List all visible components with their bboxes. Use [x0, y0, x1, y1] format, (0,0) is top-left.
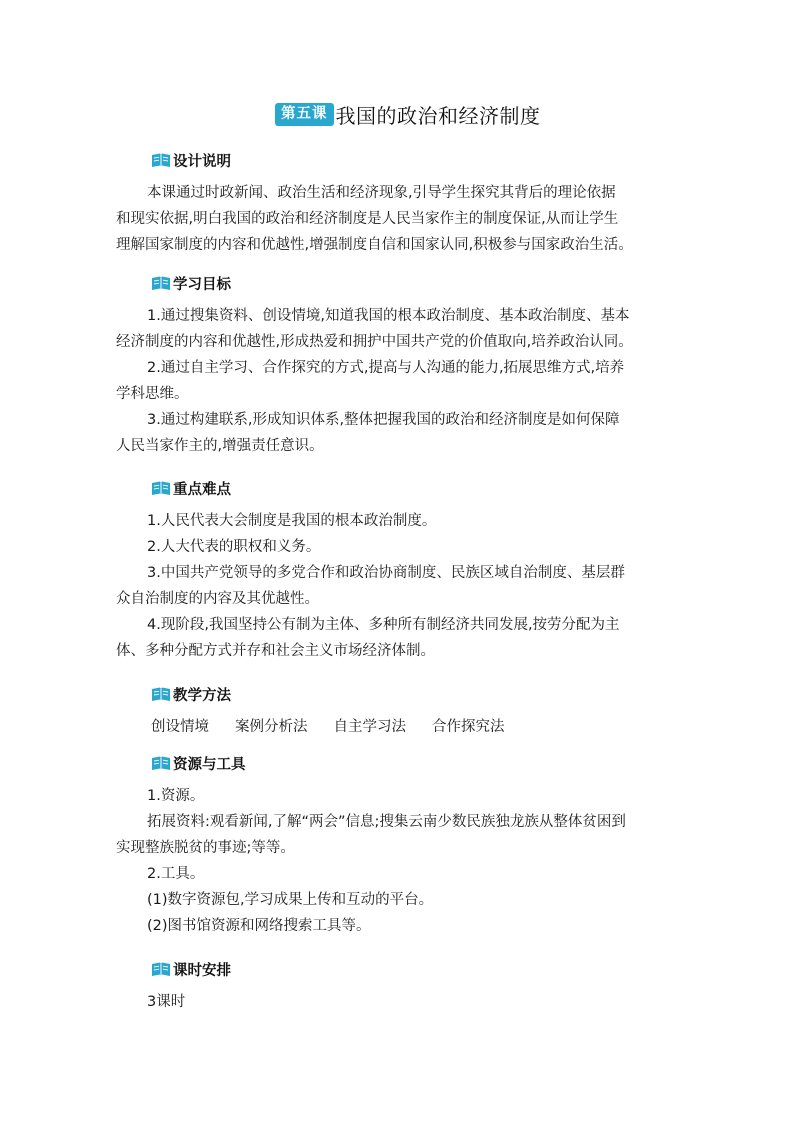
methods-list: [151, 714, 694, 740]
paragraph-line: 和现实依据,明白我国的政治和经济制度是人民当家作主的制度保证,从而让学生: [116, 211, 619, 227]
paragraph-line: (2)图书馆资源和网络搜索工具等。: [147, 918, 371, 934]
method-item: 创设情境: [151, 719, 209, 735]
paragraph-line: 学科思维。: [116, 386, 189, 402]
paragraph-line: 体、多种分配方式并存和社会主义市场经济体制。: [116, 643, 435, 659]
paragraph-line: (1)数字资源包,学习成果上传和互动的平台。: [147, 892, 434, 908]
method-item: 案例分析法: [235, 719, 308, 735]
paragraph-line: 2.人大代表的职权和义务。: [147, 539, 321, 555]
section-methods: [116, 683, 694, 740]
paragraph-line: 人民当家作主的,增强责任意识。: [116, 438, 324, 454]
section-key-points: [116, 477, 694, 664]
book-icon: [151, 961, 171, 978]
book-icon: [151, 275, 171, 292]
section-design: [116, 149, 694, 258]
lesson-title: 我国的政治和经济制度: [335, 103, 541, 128]
lesson-header: [275, 101, 541, 127]
paragraph-line: 2.工具。: [147, 866, 205, 882]
paragraph-line: 1.资源。: [147, 788, 205, 804]
paragraph-line: 众自治制度的内容及其优越性。: [116, 591, 319, 607]
book-icon: [151, 755, 171, 772]
paragraph-line: 3.中国共产党领导的多党合作和政治协商制度、民族区域自治制度、基层群: [147, 565, 625, 581]
section-title: 设计说明: [173, 153, 231, 170]
paragraph-line: 1.人民代表大会制度是我国的根本政治制度。: [147, 513, 437, 529]
paragraph-line: 理解国家制度的内容和优越性,增强制度自信和国家认同,积极参与国家政治生活。: [116, 237, 633, 253]
paragraph-line: 4.现阶段,我国坚持公有制为主体、多种所有制经济共同发展,按劳分配为主: [147, 617, 620, 633]
section-goals: [116, 272, 694, 459]
book-icon: [151, 152, 171, 169]
paragraph-line: 2.通过自主学习、合作探究的方式,提高与人沟通的能力,拓展思维方式,培养: [147, 360, 625, 376]
section-resources: [116, 752, 694, 939]
book-icon: [151, 686, 171, 703]
paragraph-line: 1.通过搜集资料、创设情境,知道我国的根本政治制度、基本政治制度、基本: [147, 308, 630, 324]
section-title: 重点难点: [173, 481, 231, 498]
paragraph-line: 拓展资料:观看新闻,了解“两会”信息;搜集云南少数民族独龙族从整体贫困到: [147, 814, 626, 830]
method-item: 自主学习法: [333, 719, 406, 735]
section-title: 学习目标: [173, 276, 231, 293]
section-title: 教学方法: [173, 687, 231, 704]
paragraph-line: 3课时: [147, 994, 186, 1010]
section-title: 资源与工具: [173, 756, 246, 773]
book-icon: [151, 480, 171, 497]
section-title: 课时安排: [173, 962, 231, 979]
method-item: 合作探究法: [432, 719, 505, 735]
paragraph-line: 3.通过构建联系,形成知识体系,整体把握我国的政治和经济制度是如何保障: [147, 412, 620, 428]
paragraph-line: 实现整族脱贫的事迹;等等。: [116, 840, 295, 856]
lesson-badge: 第五课: [275, 103, 334, 126]
paragraph-line: 本课通过时政新闻、政治生活和经济现象,引导学生探究其背后的理论依据: [147, 185, 616, 201]
section-schedule: [116, 958, 694, 1015]
paragraph-line: 经济制度的内容和优越性,形成热爱和拥护中国共产党的价值取向,培养政治认同。: [116, 334, 633, 350]
